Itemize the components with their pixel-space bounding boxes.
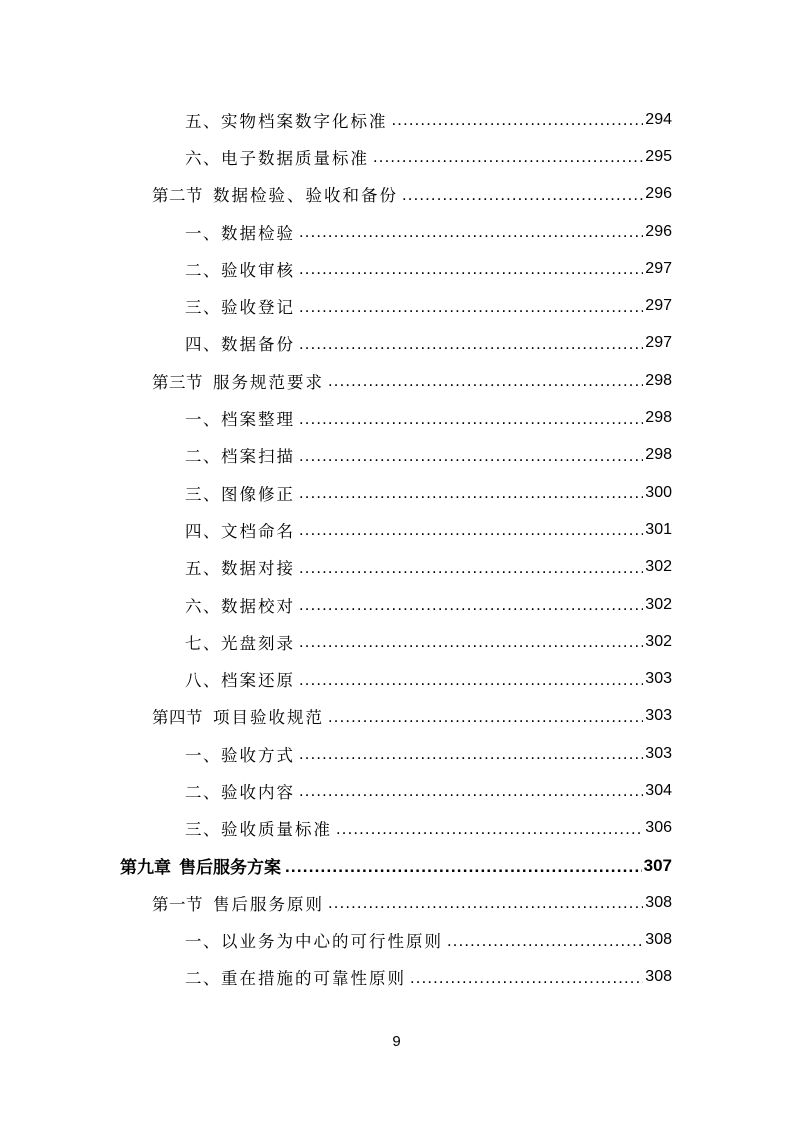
toc-entry-page: 307 [643, 855, 672, 875]
toc-entry-page: 303 [645, 707, 672, 725]
toc-entry-item[interactable] [0, 437, 793, 474]
toc-entry-title: 电子数据质量标准 [221, 148, 369, 168]
toc-entry-item[interactable] [0, 735, 793, 772]
toc-entry-title: 文档命名 [221, 521, 295, 541]
toc-entry-title: 验收内容 [221, 782, 295, 802]
dot-leader [447, 932, 643, 951]
toc-entry-page: 304 [645, 781, 672, 799]
toc-entry-page: 308 [645, 968, 672, 986]
toc-entry-item[interactable] [0, 101, 793, 138]
toc-entry-item[interactable] [0, 474, 793, 511]
toc-entry-title: 验收审核 [221, 260, 295, 280]
toc-entry-page: 302 [645, 632, 672, 650]
toc-entry-title: 档案还原 [221, 671, 295, 691]
dot-leader [299, 745, 643, 764]
dot-leader [373, 148, 643, 167]
toc-entry-page: 297 [645, 297, 672, 315]
toc-entry-title: 以业务为中心的可行性原则 [221, 932, 443, 952]
toc-entry-number: 三、 [185, 820, 221, 840]
toc-entry-title: 验收质量标准 [221, 820, 332, 840]
toc-entry-title: 验收方式 [221, 745, 295, 765]
toc-entry-number: 二、 [185, 447, 221, 467]
toc-entry-number: 五、 [185, 111, 221, 131]
toc-entry-title: 项目验收规范 [213, 708, 324, 728]
dot-leader [410, 969, 643, 988]
toc-entry-number: 二、 [185, 260, 221, 280]
toc-entry-page: 294 [645, 110, 672, 128]
toc-entry-chapter[interactable] [0, 847, 793, 884]
toc-entry-item[interactable] [0, 287, 793, 324]
toc-entry-page: 308 [645, 931, 672, 949]
toc-entry-title: 数据检验、验收和备份 [213, 186, 398, 206]
toc-entry-item[interactable] [0, 549, 793, 586]
toc-entry-title: 实物档案数字化标准 [221, 111, 388, 131]
toc-entry-page: 301 [645, 520, 672, 538]
table-of-contents [0, 101, 793, 996]
toc-entry-number: 第九章 [120, 858, 171, 879]
dot-leader [299, 447, 643, 466]
toc-entry-number: 第三节 [152, 372, 203, 392]
toc-entry-section[interactable] [0, 698, 793, 735]
toc-entry-number: 六、 [185, 596, 221, 616]
toc-entry-number: 二、 [185, 969, 221, 989]
dot-leader [328, 708, 643, 727]
toc-entry-title: 服务规范要求 [213, 372, 324, 392]
toc-entry-item[interactable] [0, 810, 793, 847]
toc-entry-number: 三、 [185, 298, 221, 318]
toc-entry-item[interactable] [0, 213, 793, 250]
toc-entry-page: 298 [645, 409, 672, 427]
toc-entry-number: 四、 [185, 521, 221, 541]
dot-leader [299, 782, 643, 801]
toc-entry-number: 一、 [185, 410, 221, 430]
dot-leader [328, 372, 643, 391]
toc-entry-title: 数据对接 [221, 559, 295, 579]
toc-entry-page: 306 [645, 819, 672, 837]
dot-leader [392, 111, 644, 130]
toc-entry-number: 一、 [185, 932, 221, 952]
dot-leader [299, 559, 643, 578]
toc-entry-number: 第一节 [152, 894, 203, 914]
toc-entry-page: 303 [645, 744, 672, 762]
dot-leader [299, 260, 643, 279]
toc-entry-number: 一、 [185, 223, 221, 243]
dot-leader [299, 410, 643, 429]
toc-entry-item[interactable] [0, 922, 793, 959]
toc-entry-number: 四、 [185, 335, 221, 355]
toc-entry-title: 数据校对 [221, 596, 295, 616]
toc-entry-section[interactable] [0, 362, 793, 399]
toc-entry-section[interactable] [0, 176, 793, 213]
toc-entry-page: 308 [645, 893, 672, 911]
toc-entry-number: 八、 [185, 671, 221, 691]
dot-leader [299, 484, 643, 503]
toc-entry-page: 296 [645, 185, 672, 203]
toc-entry-item[interactable] [0, 623, 793, 660]
toc-entry-number: 第二节 [152, 186, 203, 206]
dot-leader [299, 223, 643, 242]
toc-entry-item[interactable] [0, 399, 793, 436]
toc-entry-number: 第四节 [152, 708, 203, 728]
toc-entry-item[interactable] [0, 250, 793, 287]
toc-entry-item[interactable] [0, 511, 793, 548]
toc-entry-page: 297 [645, 259, 672, 277]
toc-entry-title: 售后服务原则 [213, 894, 324, 914]
toc-entry-title: 档案扫描 [221, 447, 295, 467]
toc-entry-title: 档案整理 [221, 410, 295, 430]
toc-entry-page: 302 [645, 595, 672, 613]
dot-leader [285, 857, 642, 877]
dot-leader [402, 186, 643, 205]
toc-entry-item[interactable] [0, 138, 793, 175]
toc-entry-section[interactable] [0, 884, 793, 921]
toc-entry-number: 五、 [185, 559, 221, 579]
toc-entry-number: 六、 [185, 148, 221, 168]
dot-leader [299, 335, 643, 354]
dot-leader [299, 633, 643, 652]
toc-entry-page: 300 [645, 483, 672, 501]
toc-entry-title: 重在措施的可靠性原则 [221, 969, 406, 989]
dot-leader [299, 671, 643, 690]
toc-entry-page: 295 [645, 147, 672, 165]
toc-entry-number: 二、 [185, 782, 221, 802]
toc-entry-item[interactable] [0, 959, 793, 996]
toc-entry-page: 298 [645, 371, 672, 389]
dot-leader [328, 894, 643, 913]
toc-entry-title: 验收登记 [221, 298, 295, 318]
toc-entry-title: 图像修正 [221, 484, 295, 504]
toc-entry-title: 数据备份 [221, 335, 295, 355]
toc-entry-item[interactable] [0, 586, 793, 623]
toc-entry-page: 296 [645, 222, 672, 240]
dot-leader [299, 298, 643, 317]
dot-leader [299, 596, 643, 615]
toc-entry-number: 七、 [185, 633, 221, 653]
dot-leader [336, 820, 643, 839]
dot-leader [299, 521, 643, 540]
toc-entry-title: 售后服务方案 [179, 858, 281, 879]
toc-entry-title: 数据检验 [221, 223, 295, 243]
toc-entry-number: 三、 [185, 484, 221, 504]
toc-entry-number: 一、 [185, 745, 221, 765]
page-number: 9 [392, 1033, 401, 1050]
toc-entry-item[interactable] [0, 325, 793, 362]
toc-entry-item[interactable] [0, 660, 793, 697]
toc-entry-item[interactable] [0, 772, 793, 809]
toc-entry-page: 303 [645, 670, 672, 688]
toc-entry-page: 302 [645, 558, 672, 576]
toc-entry-page: 297 [645, 334, 672, 352]
toc-entry-page: 298 [645, 446, 672, 464]
toc-entry-title: 光盘刻录 [221, 633, 295, 653]
